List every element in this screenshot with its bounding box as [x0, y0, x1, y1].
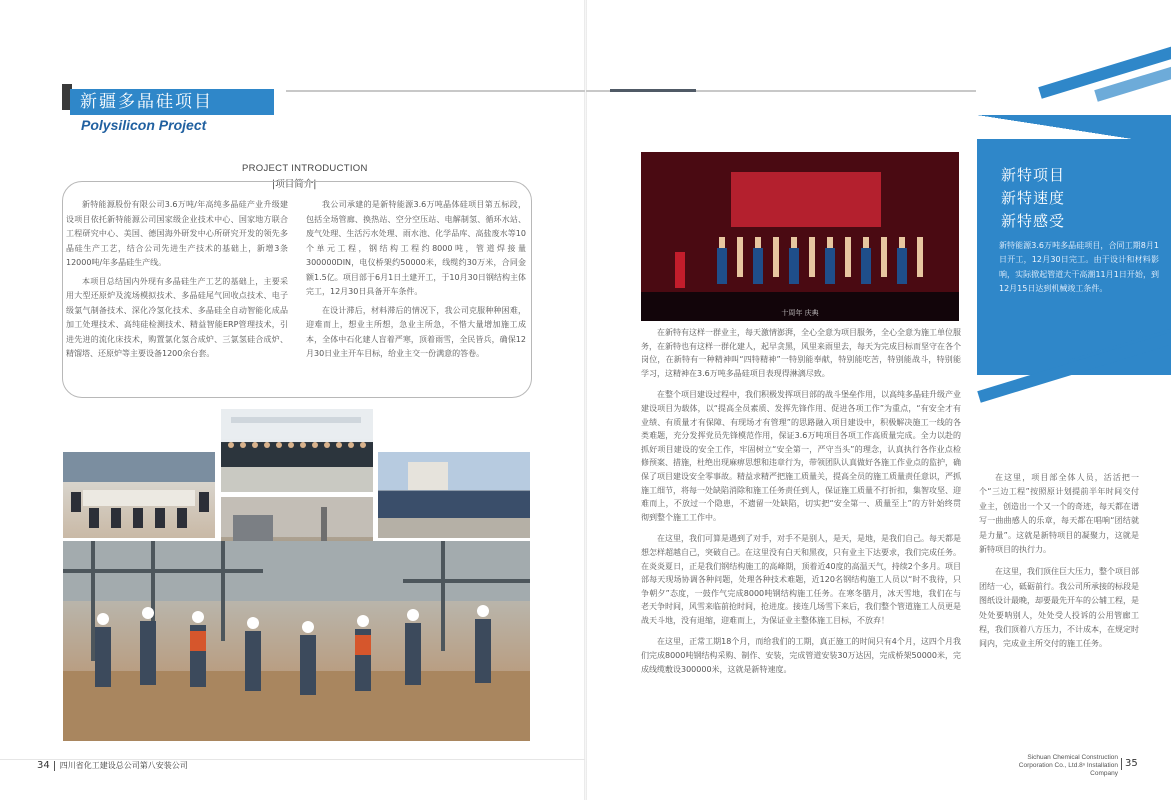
intro-column-left: [66, 198, 288, 366]
intro-heading-en: PROJECT INTRODUCTION: [242, 163, 368, 174]
intro-paragraph: 新特能源股份有限公司3.6万吨/年高纯多晶硅产业升级建设项目依托新特能源公司国家级企业技术中心、国家地方联合工程研究中心、美国、德国海外研发中心所研究开发的领先多晶硅生产工艺，结合公司先进生产技术的基础上，新增3条12000吨/年多晶硅生产线。: [66, 200, 288, 267]
photo-meeting: [63, 452, 215, 538]
stage-caption: 十周年 庆典: [781, 309, 819, 317]
footer-company-en-line: Corporation Co., Ltd.8ⁿ Installation Company: [1018, 762, 1118, 777]
intro-paragraph: 我公司承建的是新特能源3.6万吨晶体硅项目第五标段，包括全场管廊、换热站、空分空压站、电解制氢、循环水站、废气处理、生活污水处理、雨水池、化学品库、高盐废水等10个单元工程，钢结构工程约8000吨，管道焊接量300000DIN，电仪桥架约50000米，线缆约30万米，合同金额1.5亿。项目部于6月1日土建开工，于10月30日钢结构主体完工，12月30日具备开车条件。: [306, 200, 526, 296]
main-article-column: [641, 326, 961, 684]
article-paragraph: 在新特有这样一群业主，每天激情澎湃，全心全意为项目服务，全心全意为施工单位服务，在新特也有这样一群化建人，起早贪黑，风里来雨里去，每天为完成目标而坚守在各个岗位，在新特有一种精神叫“四特精神”一特别能奉献，特别能吃苦，特别能战斗，特别能学习，这精神在3.6万吨多晶硅项目表现得淋漓尽致。: [641, 328, 961, 378]
article-paragraph: 在这里，我们顶住巨大压力，整个项目部团结一心，砥砺前行。我公司所承接的标段是图纸设计最晚，却要最先开车的公辅工程，是处处要呐别人，处处受人投诉的公用管廊工程，我们顶着八方压力，不计成本，在规定时间内，完成业主所交付的施工任务。: [979, 567, 1139, 649]
photo-group-leaders: [378, 452, 530, 538]
photo-anniversary-stage: [641, 152, 959, 321]
intro-paragraph: 在设计滞后，材料滞后的情况下，我公司克服种种困难，迎难而上，想业主所想，急业主所急，不惜大量增加施工成本，全体中石化建人盲着严寒，顶着雨雪，全民皆兵，确保12月30日业主开车目标，给业主交一份满意的答卷。: [306, 305, 526, 358]
intro-column-right: [306, 198, 526, 366]
footer-divider: [1121, 758, 1122, 770]
sidebar-heading: 新特项目: [1001, 166, 1066, 184]
page-number-left: 34: [37, 760, 50, 771]
article-paragraph: 在这里，我们可算是遇到了对手，对手不是别人，是天，是地，是我们自己。每天都是想怎样超越自己，突破自己。在这里没有白天和黑夜，只有业主下达要求，我们完成任务。在炎炎夏日，正是我们钢结构施工的高峰期，顶着近40度的高温天气，持续2个多月。项目部每天现场协调各种问题，处理各种技术难题，近120名钢结构施工人员以“时不我待，只争朝夕”态度，一鼓作气完成8000吨钢结构施工任务。在寒冬腊月，冰天雪地，我们在与老天争时间，风雪来临前抢时间，抢进度。接连几场雪下来后，我们整个管道施工人员更是战天斗地，没有退缩，迎难而上，为保证业主整体施工目标，不放弃！: [641, 534, 961, 625]
sidebar-text: 新特能源3.6万吨多晶硅项目，合同工期8月1日开工，12月30日完工。由于设计和材料影响，实际掀起管道大干高潮11月1日开始，到12月15日达到机械竣工条件。: [999, 241, 1159, 294]
footer-company-cn: 四川省化工建设总公司第八安装公司: [59, 761, 188, 770]
sidebar-heading: 新特感受: [1001, 212, 1066, 230]
footer-company-en-line: Sichuan Chemical Construction: [1027, 754, 1118, 761]
page-title: 新疆多晶硅项目: [70, 89, 274, 115]
footer-company-en: [1018, 754, 1118, 778]
header-rule: [696, 90, 976, 92]
photo-meeting-art: [63, 452, 215, 538]
sidebar-heading: 新特速度: [1001, 189, 1066, 207]
article-paragraph: 在这里，正常工期18个月，而给我们的工期，真正施工的时间只有4个月，这四个月我们完成8000吨钢结构采购、制作、安装，完成管道安装30万达因，完成桥架50000米，完成线缆敷设300000米，这就是新特速度。: [641, 637, 961, 674]
footer-left: [37, 760, 188, 771]
side-article-column: [979, 471, 1139, 660]
page-spine: [584, 0, 587, 800]
page-title-en: Polysilicon Project: [81, 117, 207, 133]
intro-heading-cn: |项目简介|: [272, 179, 317, 190]
photo-group-workers: [221, 409, 373, 492]
photo-group-workers-art: [221, 409, 373, 492]
photo-site-inspection: [63, 541, 530, 741]
photo-anniversary-stage-art: [641, 152, 959, 321]
page-number-right: 35: [1125, 758, 1138, 769]
photo-group-leaders-art: [378, 452, 530, 538]
header-rule: [286, 90, 585, 92]
article-paragraph: 在这里，项目部全体人员，活活把一个“三边工程”按照原计划提前半年时间交付业主，创造出一个又一个的奇迹，每天都在谱写一曲曲感人的乐章，每天都在唱响“团结就是力量”。这就是新特项目的凝聚力，这就是新特项目的执行力。: [979, 473, 1139, 555]
article-paragraph: 在整个项目建设过程中，我们积极发挥项目部的战斗堡垒作用，以高纯多晶硅升级产业建设项目为载体，以“提高全员素质、发挥先锋作用、促进各项工作”为重点，“有安全才有业绩、有质量才有保障、有现场才有管理”的思路融入项目建设中，积极解决施工一线的各类难题，充分发挥党员先锋模范作用，保证3.6万吨项目各项工作高质量完成。全力以赴的抓好项目建设的安全工作，牢固树立“安全第一，严守当头”的理念，认真执行各作业点检修预案、措施，杜绝出现麻痹思想和违章行为，带领团队认真做好各施工作业点的监护，确保了项目建设安全零事故。精益求精严把施工质量关，提高全员的施工质量责任意识，严抓施工细节，将每一处缺陷消除和施工任务责任到人，保证施工质量不打折扣，集智攻坚、迎难而上，不放过一个隐患，不遗留一处缺陷，切实把“安全第一、质量至上”的方针始终贯彻到整个施工工作中。: [641, 390, 961, 522]
intro-paragraph: 本项目总结国内外现有多晶硅生产工艺的基础上，主要采用大型还原炉及流场模拟技术、多晶硅尾气回收点技术、电子级氯气制备技术、深化冷氢化技术、多晶硅全自动智能化成品加工处理技术、高纯硅检测技术、精益智能ERP管理技术，引进先进的流化床技术，购置氯化氢合成炉、三氯氢硅合成炉、精馏塔、还原炉等主要设备1200余台套。: [66, 276, 288, 358]
photo-site-inspection-art: [63, 541, 530, 741]
header-rule-dark: [610, 89, 696, 92]
footer-divider: [54, 761, 55, 771]
header-rule: [586, 90, 610, 92]
